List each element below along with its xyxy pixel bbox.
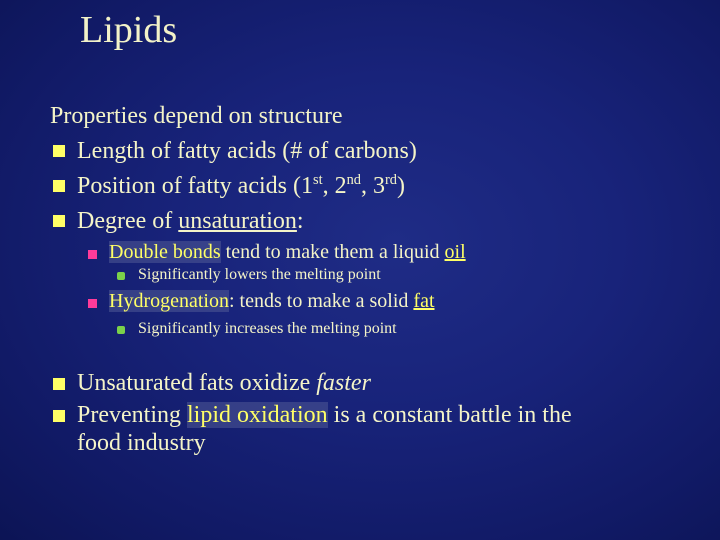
square-bullet-icon (53, 410, 65, 422)
bullet-degree: Degree of unsaturation: (77, 208, 304, 234)
bullet-double-bonds: Double bonds tend to make them a liquid oil (109, 241, 466, 263)
bullet-preventing: Preventing lipid oxidation is a constant battle in the (77, 402, 572, 428)
bullet-preventing-continued: food industry (77, 430, 206, 456)
bullet-position: Position of fatty acids (1st, 2nd, 3rd) (77, 172, 405, 199)
square-bullet-icon (53, 378, 65, 390)
dot-bullet-icon (117, 326, 125, 334)
square-bullet-icon (88, 250, 97, 259)
square-bullet-icon (88, 299, 97, 308)
square-bullet-icon (53, 215, 65, 227)
bullet-increases-melting: Significantly increases the melting point (138, 320, 397, 337)
bullet-lowers-melting: Significantly lowers the melting point (138, 266, 381, 283)
dot-bullet-icon (117, 272, 125, 280)
square-bullet-icon (53, 145, 65, 157)
properties-heading: Properties depend on structure (50, 103, 343, 129)
bullet-hydrogenation: Hydrogenation: tends to make a solid fat (109, 290, 435, 312)
square-bullet-icon (53, 180, 65, 192)
slide-title: Lipids (80, 9, 178, 51)
bullet-length: Length of fatty acids (# of carbons) (77, 138, 417, 164)
bullet-oxidize: Unsaturated fats oxidize faster (77, 370, 371, 396)
